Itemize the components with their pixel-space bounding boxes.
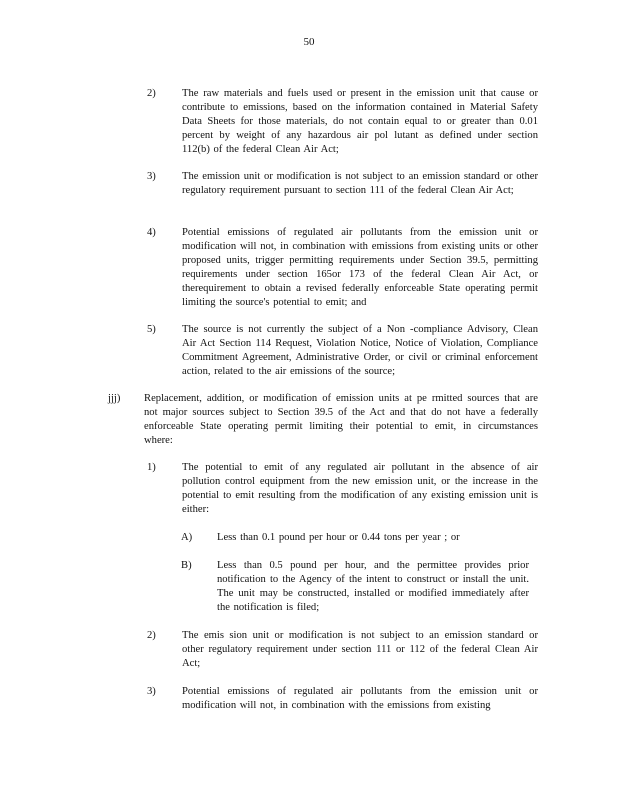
item-text: The emis sion unit or modification is not subject to an emission standard or other regulatory requirement under section 111 or 112 of the federal Clean Air Act; [182,630,538,669]
item-text: Less than 0.1 pound per hour or 0.44 tons per year ; or [217,532,460,543]
item-label: 5) [147,324,156,335]
item-text: The potential to emit of any regulated air pollutant in the absence of air pollution control equipment from the new emission unit, or the increase in the potential to emit resulting from the modification of any existing emission unit is either: [182,462,538,515]
item-text: The emission unit or modification is not subject to an emission standard or other regulatory requirement pursuant to section 111 of the federal Clean Air Act; [182,171,538,196]
item-label: A) [181,532,193,543]
item-label: 2) [147,88,156,99]
item-label: 3) [147,686,156,697]
item-text: Potential emissions of regulated air pollutants from the emission unit or modification will not, in combination with emissions from existing units or other proposed units, trigger permitting requirements under Section 39.5, permitting requirements under section 165or 173 of the federal Clean Air Act, or therequirement to obtain a revised federally enforceable State operating permit limiting the source's potential to emit; and [182,227,538,308]
page-number: 50 [303,36,315,48]
item-label: 3) [147,171,156,182]
item-text: Replacement, addition, or modification of emission units at pe rmitted sources that are not major sources subject to Section 39.5 of the Act and that do not have a federally enforceable State operating permit limiting their potential to emit, in circumstances where: [144,393,538,446]
item-label: B) [181,560,192,571]
item-text: Less than 0.5 pound per hour, and the permittee provides prior notification to the Agency of the intent to construct or install the unit. The unit may be constructed, installed or modified immediately after the notification is filed; [217,560,529,613]
item-label: 2) [147,630,156,641]
item-text: The raw materials and fuels used or present in the emission unit that cause or contribute to emissions, based on the information contained in Material Safety Data Sheets for those materials, do not contain equal to or greater than 0.01 percent by weight of any hazardous air pol lutant as defined under section 112(b) of the federal Clean Air Act; [182,88,538,155]
item-label: 1) [147,462,156,473]
item-label: 4) [147,227,156,238]
item-label: jjj) [108,393,121,404]
item-text: The source is not currently the subject of a Non -compliance Advisory, Clean Air Act Section 114 Request, Violation Notice, Notice of Violation, Compliance Commitment Agreement, Administrative Order, or civil or criminal enforcement action, related to the air emissions of the source; [182,324,538,377]
item-text: Potential emissions of regulated air pollutants from the emission unit or modification will not, in combination with the emissions from existing [182,686,538,711]
